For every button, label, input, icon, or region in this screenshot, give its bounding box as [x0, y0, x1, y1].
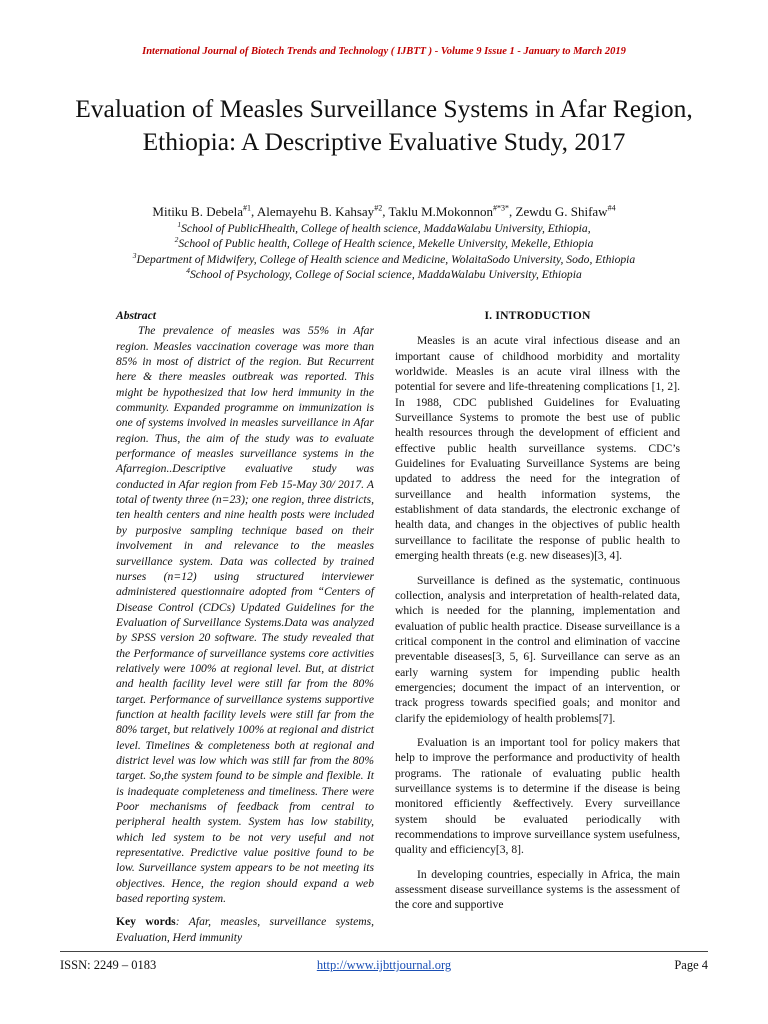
paper-title: Evaluation of Measles Surveillance Systems in Afar Region, Ethiopia: A Descriptive Evaluative Study, 2017 — [75, 94, 693, 156]
affiliation-line — [0, 236, 768, 251]
intro-paragraph: In developing countries, especially in Africa, the main assessment disease surveillance systems is the assessment of the core and supportive — [395, 867, 680, 912]
author-affiliation-mark: #1 — [243, 203, 252, 213]
intro-paragraph: Measles is an acute viral infectious disease and an important cause of childhood morbidity and mortality worldwide. Measles is an acute viral illness with the potential for severe and life-threatening complications [1, 2]. In 1988, CDC published Guidelines for Evaluating Surveillance Systems to promote the best use of public health resources through the development of efficient and effective public health surveillance systems. CDC’s Guidelines for Evaluating Surveillance Systems are being updated to address the need for the integration of surveillance and health information systems, the establishment of data standards, the electronic exchange of health data, and changes in the objectives of public health surveillance to facilitate the response of public health to emerging health threats (e.g. new diseases)[3, 4]. — [395, 334, 680, 563]
author-separator: , — [251, 204, 257, 219]
issn-text: ISSN: 2249 – 0183 — [60, 958, 157, 972]
affiliation-list — [0, 221, 768, 283]
author-affiliation-mark: #4 — [607, 203, 616, 213]
keywords — [116, 914, 374, 945]
affiliation-line — [0, 267, 768, 282]
affiliation-number: 3 — [132, 250, 137, 260]
affiliation-text: School of Public health, College of Health science, Mekelle University, Mekelle, Ethiopia — [178, 237, 594, 251]
author-list — [0, 204, 768, 220]
affiliation-line — [0, 252, 768, 267]
footer-divider — [60, 951, 708, 952]
author-separator: , — [382, 204, 389, 219]
affiliation-number: 2 — [174, 235, 179, 245]
affiliation-text: School of PublicHhealth, College of health science, MaddaWalabu University, Ethiopia, — [181, 222, 591, 235]
keywords-text: : Afar, measles, surveillance systems, Evaluation, Herd immunity — [116, 915, 374, 944]
affiliation-number: 1 — [177, 220, 182, 230]
abstract-body: The prevalence of measles was 55% in Afar region. Measles vaccination coverage was more than 85% in most of district of the region. But Recurrent here & there measles outbreak was reported. This might be hypothesized that low herd immunity in the community. Expanded programme on immunization is one of systems involved in measles surveillance in Afar region. Thus, the aim of the study was to evaluate performance of measles surveillance systems in the Afarregion..Descriptive evaluative study was conducted in Afar region from Feb 15-May 30/ 2017. A total of twenty three (n=23); one region, three districts, ten health centers and nine health posts were included by purposive sampling technique based on their involvement in and relevance to the measles surveillance system. Data was collected by trained nurses (n=12) using structured interviewer administered questionnaire adopted from “Centers of Disease Control (CDCs) Updated Guidelines for the Evaluation of Surveillance Systems.Data was analyzed by SPSS version 20 software. The study revealed that the Performance of surveillance systems core activities relatively were 100% at regional level. But, at district and health facility level were still far from the 80% target. Performance of surveillance systems supportive function at health facility levels were still far from the 80% target, but relatively 100% at regional and district level. Timelines & completeness both at regional and district level was low which was still far from the 80% target. So,the system found to be simple and flexible. It is inadequate completeness and timeliness. There were Poor mechanisms of feedback from central to peripheral health system. System has low stability, which led system to be not very useful and not representative. Predictive value positive found to be low. Surveillance system appears to be not meeting its objectives. Hence, the region should expand a web based reporting system. — [116, 324, 374, 906]
affiliation-text: School of Psychology, College of Social science, MaddaWalabu University, Ethiopia — [189, 268, 582, 282]
author-affiliation-mark: #2 — [374, 203, 383, 213]
section-heading-introduction: I. INTRODUCTION — [484, 309, 591, 322]
author-name: Mitiku B. Debela — [152, 204, 244, 219]
intro-paragraph: Surveillance is defined as the systematic, continuous collection, analysis and interpretation of health-related data, which is needed for the planning, implementation and evaluation of public health practice. Disease surveillance is a critical component in the control and elimination of vaccine preventable diseases[3, 5, 6]. Surveillance can serve as an early warning system for impending public health emergencies; document the impact of an intervention, or track progress towards specified goals; and monitor and clarify the epidemiology of health problems[7]. — [395, 573, 680, 725]
abstract-column — [116, 308, 374, 945]
affiliation-line — [0, 221, 768, 236]
author-name: Alemayehu B. Kahsay — [256, 204, 375, 219]
author-name: Zewdu G. Shifaw — [515, 204, 608, 219]
keywords-label: Key words — [116, 915, 176, 929]
author-separator: , — [509, 204, 516, 219]
affiliation-number: 4 — [186, 266, 190, 276]
page-number: Page 4 — [674, 958, 708, 972]
journal-header: International Journal of Biotech Trends and Technology ( IJBTT ) - Volume 9 Issue 1 - January to March 2019 — [142, 46, 626, 57]
intro-paragraph: Evaluation is an important tool for policy makers that help to improve the performance and productivity of health programs. The rationale of evaluating public health surveillance systems is to determine if the disease is being monitored efficiently &effectively. Every surveillance system should be evaluated periodically with recommendations to improve surveillance system usefulness, quality and efficiency[3, 8]. — [395, 735, 680, 857]
author-affiliation-mark: #*3* — [493, 203, 509, 213]
affiliation-text: Department of Midwifery, College of Health science and Medicine, WolaitaSodo University, Sodo, Ethiopia — [136, 252, 636, 266]
author-name: Taklu M.Mokonnon — [388, 204, 493, 219]
journal-link[interactable]: http://www.ijbttjournal.org — [316, 958, 452, 972]
abstract-heading: Abstract — [116, 309, 156, 322]
introduction-column — [395, 308, 680, 922]
